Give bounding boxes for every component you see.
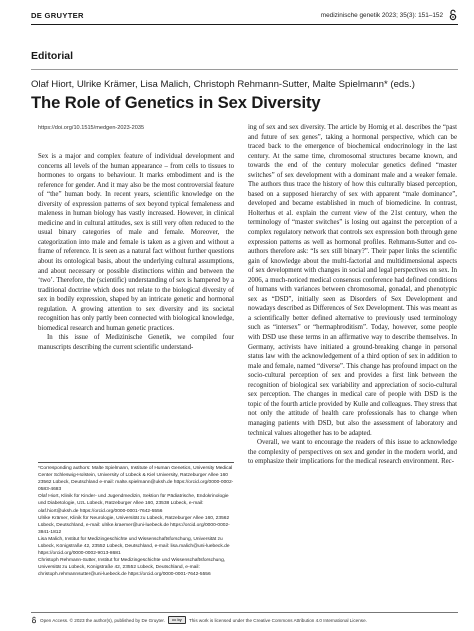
author-list: Olaf Hiort, Ulrike Krämer, Lisa Malich, Christoph Rehmann-Sutter, Malte Spielmann* (eds.) bbox=[31, 79, 415, 90]
open-access-statement: Open Access. © 2023 the author(s), published by De Gruyter. bbox=[40, 617, 165, 623]
header-rule bbox=[31, 24, 458, 25]
footnote-corresponding: *Corresponding authors: Malte Spielmann, Institute of Human Genetics, University Medical Center Schleswig-Holstein, University of Lübeck & Kiel University, Ratzeburger Allee 160 23562 Lübeck, Deutschland e-mail: malte.spielmann@uksh.de https://orcid.org/0000-0002-0583-4683 bbox=[38, 466, 234, 493]
running-header bbox=[31, 8, 458, 22]
footnote-author: Ulrike Krämer, Klinik für Neurologie, Universität zu Lübeck, Ratzeburger Allee 160, 23562 Lübeck, Deutschland, e-mail: ulrike.kraemer@uni-luebeck.de https://orcid.org/0000-0002-3841-1812 bbox=[38, 515, 230, 535]
section-rule bbox=[31, 69, 458, 70]
journal-info bbox=[321, 9, 458, 21]
body-paragraph: Overall, we want to encourage the readers of this issue to acknowledge the complexity of perspectives on sex and gender in the modern world, and to emphasize their implications for the medical research environment. Rec- bbox=[248, 439, 457, 466]
journal-citation: medizinische genetik 2023; 35(3): 151–152 bbox=[320, 11, 443, 19]
left-column bbox=[38, 152, 234, 352]
author-footnotes bbox=[38, 465, 234, 579]
footnote-author: Christoph Rehmann-Sutter, Institut für Medizingeschichte und Wissenschaftsforschung, Universität zu Lübeck, Königstraße 42, 23552 Lübeck, Deutschland, e-mail: christoph.rehmannsutter@uni-luebeck.de https://orcid.org/0000-0001-7642-5556 bbox=[38, 558, 226, 578]
publisher-name: DE GRUYTER bbox=[31, 10, 84, 20]
article-title: The Role of Genetics in Sex Diversity bbox=[31, 93, 321, 112]
doi-link[interactable]: https://doi.org/10.1515/medgen-2023-2035 bbox=[38, 125, 145, 131]
license-footer bbox=[31, 615, 458, 625]
section-label: Editorial bbox=[31, 50, 74, 62]
body-paragraph: In this issue of Medizinische Genetik, we compiled four manuscripts describing the current scientific understand- bbox=[38, 334, 234, 351]
footer-rule bbox=[31, 612, 458, 613]
right-column bbox=[248, 123, 457, 467]
body-paragraph: Sex is a major and complex feature of individual development and concerns all levels of the human appearance – from cells to tissues to hormones to organs to behaviour. It marks embodiment and is the reference for gender. And it may also be the most controversial feature of “the” human body. In recent years, scientific knowledge on the diversity of expression patterns of sex beyond typical femaleness and maleness in human biology has vastly increased. However, in clinical medicine and in cultural attitudes, sex is still very often reduced to the usual binary categories of male and female. Moreover, the categorization into male and female is taken as a given and without a frame of reference. It is seen as a natural fact without further questions about its ontological basis, about the underlying cultural assumptions, and about necessary or possible distinctions within and between the ‘two’. Therefore, the (scientific) understanding of sex is hampered by a traditional doctrine which does not relate to the biological diversity of sex in bodily expression, shaped by an intricate genetic and hormonal regulation. A growing attention to sex diversity and its societal recognition has only partly been connected with biological knowledge, biomedical research and human genetic practices. bbox=[38, 153, 234, 332]
license-statement: This work is licensed under the Creative Commons Attribution 4.0 International License. bbox=[188, 617, 367, 623]
footnote-rule bbox=[38, 462, 234, 463]
body-paragraph: ing of sex and sex diversity. The article by Hornig et al. describes the “past and future of sex genes”, taking a hormonal perspective, which can be traced back to the emergence of biochemical endocrinology in the last century. At the same time, chromosomal structures became known, and towards the end of the century molecular genetics defined “master switches” of sex development with a dominant male and a weaker female. The authors thus trace the history of how this culturally biased perception, based on a supposed hierarchy of sex with apparent “male dominance”, developed and became established in much of biomedicine. In contrast, Holterhus et al. explain the current view of the 21st century, when the terminology of “master switches” is losing out against the perception of a complex regulatory network that controls sex expression both through gene expression patterns as well as hormonal profiles. Rehmann-Sutter and co-authors therefore ask: “Is sex still binary?”. Their paper links the scientific gain of knowledge about the multi-factorial and multidimensional aspects of sex development with changes in social and legal perspectives on sex. In 2006, a much-noticed medical consensus conference had defined conditions of humans with variances between chromosomal, gonadal, and phenotypic sex as “DSD”, initially seen as Disorders of Sex Development and nowadays described as Differences of Sex Development. This was meant as a scientifically better defined alternative to previously used terminology such as “intersex” or “hermaphroditism”. Today, however, some people with DSD use these terms in an affirmative way to describe themselves. In Germany, activists have initiated a ground-breaking change in personal status law with the acknowledgement of a third option of sex in addition to male and female, named “diverse”. This change has profound impact on the socio-cultural perception of sex and provides a first link between the recognition of biological sex variability and appreciation of socio-cultural sex perception. The changes in medical care of people with DSD is the topic of the fourth article provided by Kulle and colleagues. They stress that not only the attitude of health care professionals has to change when managing patients with DSD, but also the assessment of laboratory and technical values altogether has to be adapted. bbox=[248, 124, 457, 437]
footnote-author: Lisa Malich, Institut für Medizingeschichte und Wissenschaftsforschung, Universität zu Lübeck, Königstraße 42, 23552 Lübeck, Deutschland, e-mail: lisa.malich@uni-luebeck.de https://orcid.org/0000-0002-9013-8681 bbox=[38, 536, 230, 557]
open-access-icon bbox=[31, 616, 37, 624]
open-access-icon bbox=[448, 9, 458, 21]
cc-by-license-icon[interactable]: cc by bbox=[168, 616, 186, 624]
footnote-author: Olaf Hiort, Klinik für Kinder- und Jugendmedizin, Sektion für Pädiatrische, Endokrinologie und Diabetologie, UzL Lübeck, Ratzeburger Allee 160, 23538 Lübeck, e-mail: olaf.hiort@uksh.de https://orcid.org/0000-0001-7642-5556 bbox=[38, 494, 229, 514]
